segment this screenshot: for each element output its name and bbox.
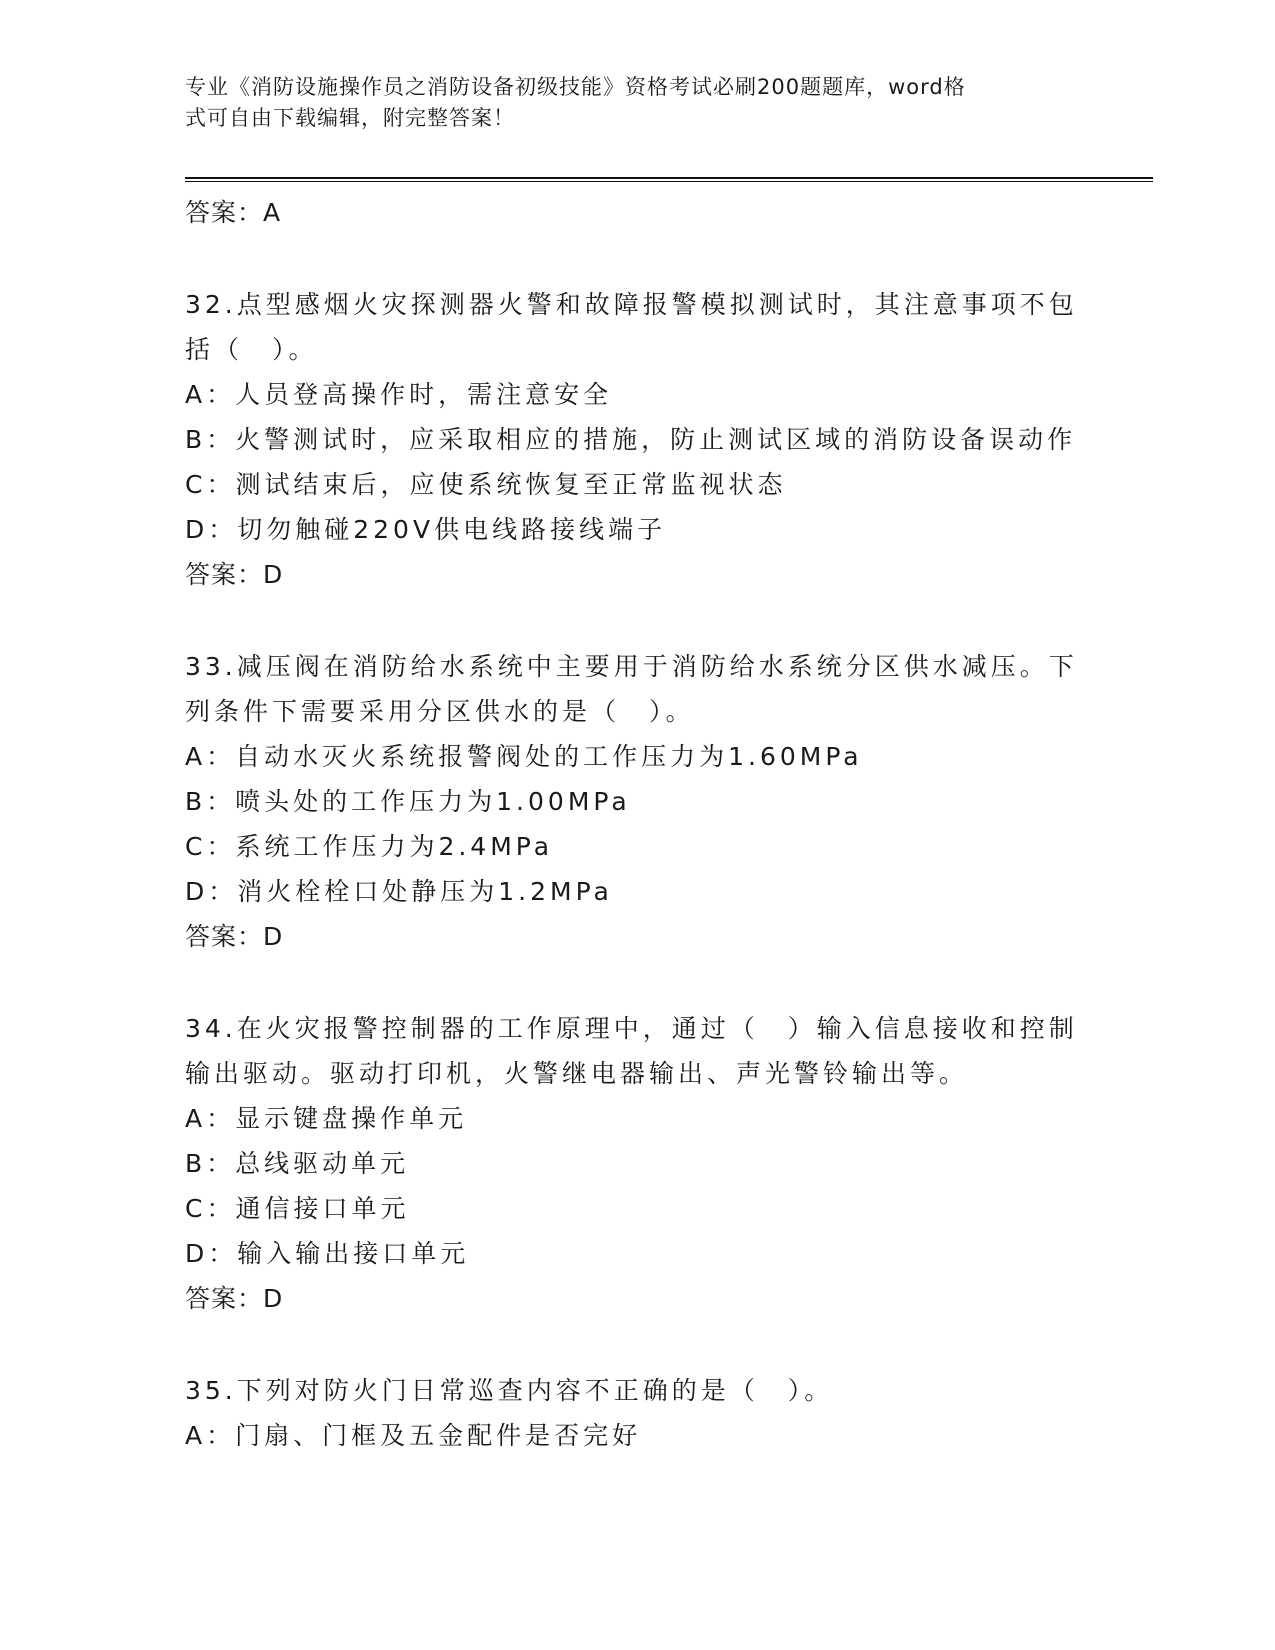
option-c: C：测试结束后，应使系统恢复至正常监视状态 xyxy=(185,470,787,499)
question-answer: 答案：D xyxy=(185,1284,284,1313)
question-stem-line: 括（ ）。 xyxy=(185,335,318,364)
header-divider xyxy=(185,177,1153,182)
question-34 xyxy=(185,1006,1085,1321)
option-b: B：喷头处的工作压力为1.00MPa xyxy=(185,787,631,816)
option-b: B：总线驱动单元 xyxy=(185,1149,410,1178)
option-c: C：通信接口单元 xyxy=(185,1194,410,1223)
question-answer: 答案：D xyxy=(185,922,284,951)
question-32 xyxy=(185,282,1085,597)
option-d: D：切勿触碰220V供电线路接线端子 xyxy=(185,515,667,544)
option-d: D：消火栓栓口处静压为1.2MPa xyxy=(185,877,613,906)
question-stem-line: 输出驱动。驱动打印机，火警继电器输出、声光警铃输出等。 xyxy=(185,1059,969,1088)
header-line-2: 式可自由下载编辑，附完整答案！ xyxy=(185,106,515,130)
option-c: C：系统工作压力为2.4MPa xyxy=(185,832,554,861)
question-stem-line: 列条件下需要采用分区供水的是（ ）。 xyxy=(185,697,695,726)
question-stem-line: 33.减压阀在消防给水系统中主要用于消防给水系统分区供水减压。下 xyxy=(185,652,1078,681)
question-stem-line: 34.在火灾报警控制器的工作原理中，通过（ ）输入信息接收和控制 xyxy=(185,1014,1078,1043)
question-stem-line: 35.下列对防火门日常巡查内容不正确的是（ ）。 xyxy=(185,1376,834,1405)
question-35 xyxy=(185,1368,1085,1458)
option-a: A：自动水灭火系统报警阀处的工作压力为1.60MPa xyxy=(185,742,863,771)
question-answer: 答案：D xyxy=(185,560,284,589)
option-a: A：显示键盘操作单元 xyxy=(185,1104,468,1133)
option-a: A：门扇、门框及五金配件是否完好 xyxy=(185,1421,642,1450)
option-b: B：火警测试时，应采取相应的措施，防止测试区域的消防设备误动作 xyxy=(185,425,1077,454)
option-a: A：人员登高操作时，需注意安全 xyxy=(185,380,613,409)
page-header xyxy=(185,72,1065,134)
header-line-1: 专业《消防设施操作员之消防设备初级技能》资格考试必刷200题题库，word格 xyxy=(185,75,966,99)
previous-answer: 答案：A xyxy=(185,198,282,227)
question-list xyxy=(185,190,1085,1458)
question-stem-line: 32.点型感烟火灾探测器火警和故障报警模拟测试时，其注意事项不包 xyxy=(185,290,1078,319)
question-33 xyxy=(185,644,1085,959)
option-d: D：输入输出接口单元 xyxy=(185,1239,470,1268)
